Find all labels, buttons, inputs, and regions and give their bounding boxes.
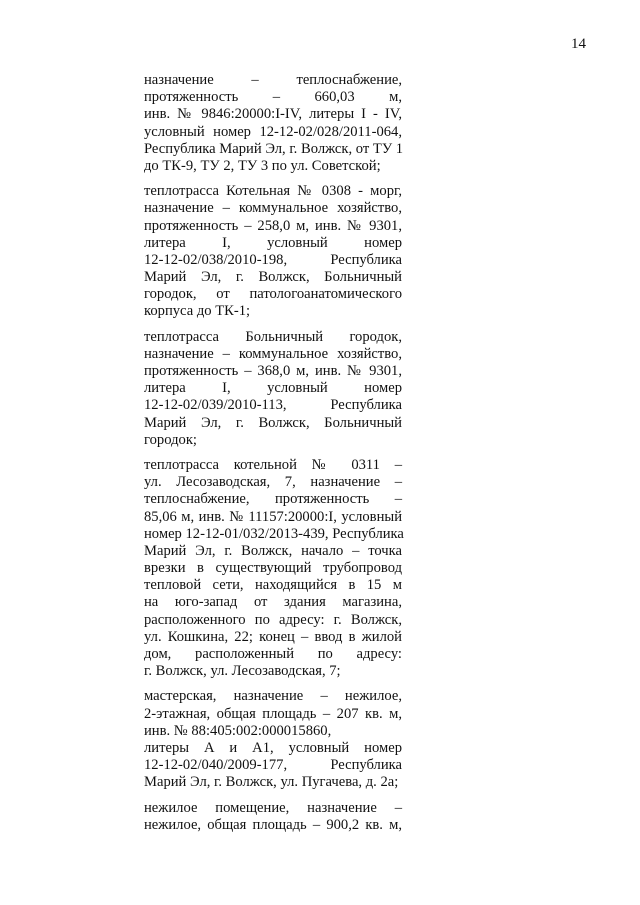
text-line: назначение – коммунальное хозяйство, — [144, 345, 402, 362]
text-line: 2-этажная, общая площадь – 207 кв. м, — [144, 705, 402, 722]
text-line: 12-12-02/039/2010-113, Республика — [144, 397, 402, 414]
text-line: литера I, условный номер — [144, 234, 402, 251]
text-line: 12-12-02/038/2010-198, Республика — [144, 251, 402, 268]
text-line: расположенного по адресу: г. Волжск, — [144, 611, 402, 628]
text-line: ул. Кошкина, 22; конец – ввод в жилой — [144, 628, 402, 645]
text-line: городок; — [144, 431, 197, 448]
text-line: нежилое, общая площадь – 900,2 кв. м, — [144, 816, 402, 833]
text-line: врезки в существующий трубопровод — [144, 560, 402, 577]
text-line: тепловой сети, находящийся в 15 м — [144, 577, 402, 594]
paragraph-heat-supply-sovetskaya — [144, 72, 402, 175]
text-line: городок, от патологоанатомического — [144, 286, 402, 303]
text-line: протяженность – 368,0 м, инв. № 9301, — [144, 363, 402, 379]
paragraph-heat-main-morgue — [144, 183, 402, 321]
paragraph-heat-main-lesozavodskaya — [144, 457, 402, 680]
text-line: условный номер 12-12-02/028/2011-064, — [144, 123, 402, 140]
text-line: инв. № 9846:20000:I-IV, литеры I - IV, — [144, 106, 402, 123]
text-line: г. Волжск, ул. Лесозаводская, 7; — [144, 663, 341, 680]
text-line: инв. № 88:405:002:000015860, — [144, 722, 332, 739]
text-line: Марий Эл, г. Волжск, Больничный — [144, 414, 402, 431]
text-line: корпуса до ТК-1; — [144, 303, 251, 320]
text-line: теплоснабжение, протяженность – — [144, 491, 402, 508]
text-line: дом, расположенный по адресу: — [144, 646, 402, 662]
paragraph-non-residential-premises — [144, 800, 402, 834]
document-body — [144, 72, 402, 842]
paragraph-workshop — [144, 688, 402, 791]
text-line: назначение – теплоснабжение, — [144, 72, 402, 88]
page-number: 14 — [571, 36, 586, 52]
text-line: теплотрасса Котельная № 0308 - морг, — [144, 183, 402, 200]
text-line: назначение – коммунальное хозяйство, — [144, 200, 402, 217]
text-line: литеры А и А1, условный номер — [144, 739, 402, 756]
paragraph-heat-main-hospital — [144, 329, 402, 449]
text-line: теплотрасса Больничный городок, — [144, 328, 402, 345]
text-line: протяженность – 660,03 м, — [144, 89, 402, 106]
text-line: ул. Лесозаводская, 7, назначение – — [144, 474, 402, 491]
text-line: Марий Эл, г. Волжск, ул. Пугачева, д. 2а; — [144, 774, 399, 791]
text-line: на юго-запад от здания магазина, — [144, 594, 402, 611]
text-line: мастерская, назначение – нежилое, — [144, 688, 402, 705]
text-line: Марий Эл, г. Волжск, начало – точка — [144, 542, 402, 559]
text-line: Марий Эл, г. Волжск, Больничный — [144, 269, 402, 286]
text-line: 12-12-02/040/2009-177, Республика — [144, 757, 402, 774]
text-line: номер 12-12-01/032/2013-439, Республика — [144, 525, 404, 542]
text-line: до ТК-9, ТУ 2, ТУ 3 по ул. Советской; — [144, 157, 381, 174]
text-line: Республика Марий Эл, г. Волжск, от ТУ 1 — [144, 140, 404, 157]
text-line: 85,06 м, инв. № 11157:20000:I, условный — [144, 508, 402, 525]
text-line: нежилое помещение, назначение – — [144, 799, 402, 816]
text-line: литера I, условный номер — [144, 380, 402, 397]
text-line: протяженность – 258,0 м, инв. № 9301, — [144, 217, 402, 234]
text-line: теплотрасса котельной № 0311 – — [144, 456, 402, 473]
